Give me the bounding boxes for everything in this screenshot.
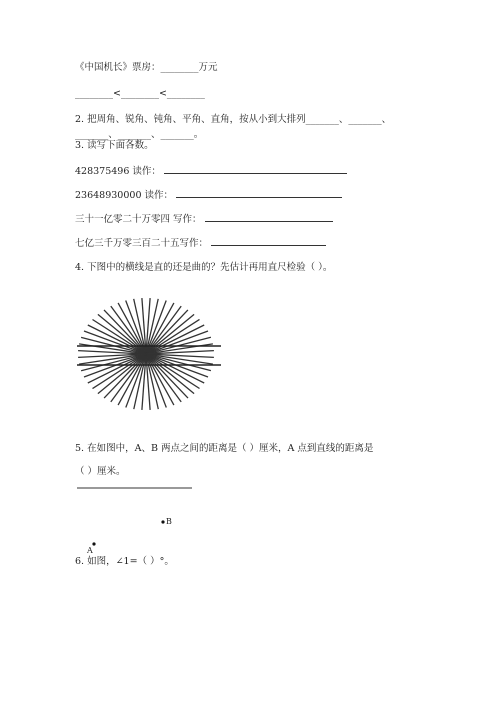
q5-figure	[74, 480, 204, 560]
label-b: B	[166, 517, 172, 526]
question-2-line-2: _______、_______、_______。	[75, 129, 204, 140]
number-2-label: 23648930000 读作：	[75, 190, 174, 201]
words-2-label: 七亿三千万零三百二十五写作：	[75, 238, 209, 249]
question-3: 3. 读写下面各数。	[75, 140, 154, 151]
words-1-label: 三十一亿零二十万零四 写作：	[75, 214, 202, 225]
illusion-figure	[74, 298, 224, 414]
label-a: A	[87, 546, 93, 555]
question-5-line-1: 5. 在如图中，A、B 两点之间的距离是（ ）厘米，A 点到直线的距离是	[75, 443, 374, 454]
answer-blank	[205, 212, 333, 222]
question-6: 6. 如图，∠1=（ ）°。	[75, 556, 174, 567]
question-2-line-1: 2. 把周角、锐角、钝角、平角、直角，按从小到大排列_______、_______、	[75, 114, 392, 125]
box-office-line: 《中国机长》票房：________万元	[75, 62, 218, 73]
words-1-write	[75, 212, 333, 226]
answer-blank	[211, 236, 326, 246]
question-4: 4. 下图中的横线是直的还是曲的？先估计再用直尺检验（ ）。	[75, 262, 333, 273]
point-b	[161, 520, 164, 523]
answer-blank	[164, 164, 347, 174]
answer-blank	[176, 188, 342, 198]
number-1-read	[75, 164, 347, 178]
number-1-label: 428375496 读作：	[75, 166, 161, 177]
question-5-line-2: （ ）厘米。	[75, 466, 126, 477]
compare-line: ________<________<________	[75, 88, 205, 99]
number-2-read	[75, 188, 342, 202]
words-2-write	[75, 236, 326, 250]
